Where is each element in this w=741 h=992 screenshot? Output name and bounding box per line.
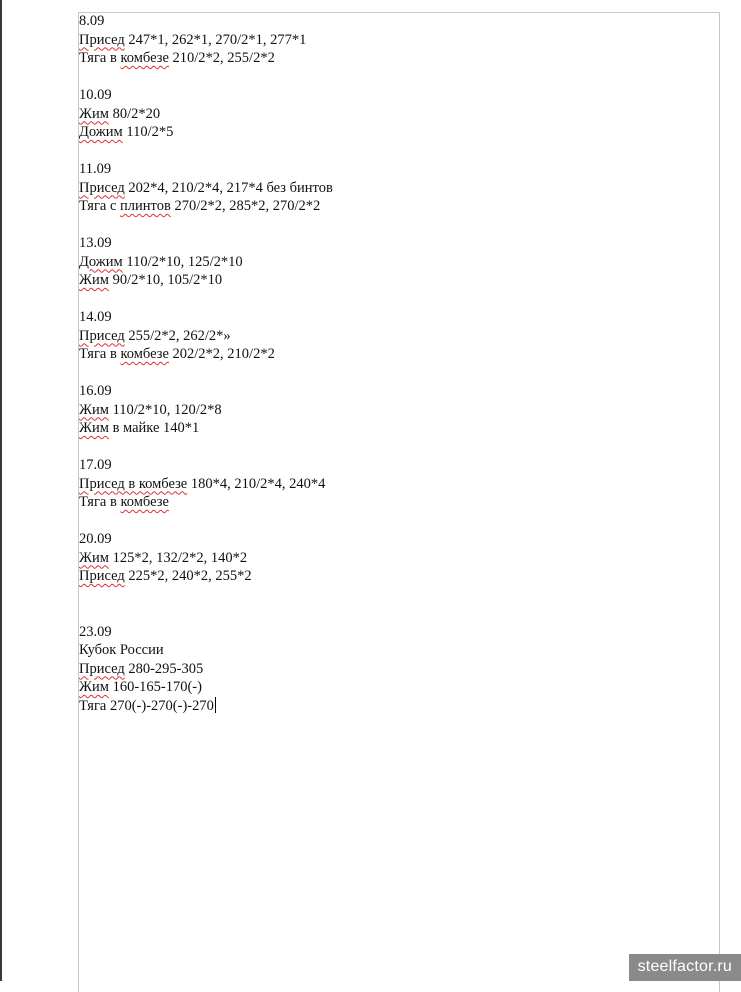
- line-text: 280-295-305: [124, 660, 204, 677]
- misspelled-word: Присед: [79, 179, 125, 196]
- entry-date: 16.09: [79, 383, 112, 399]
- log-line: [79, 660, 333, 679]
- log-line: [79, 197, 333, 216]
- misspelled-word: Дожим: [79, 124, 123, 140]
- log-line: [79, 123, 333, 142]
- line-text: 125*2, 132/2*2, 140*2: [108, 549, 248, 566]
- log-line: [79, 549, 333, 568]
- log-line: [79, 327, 333, 346]
- log-line: [79, 401, 333, 420]
- competition-date: 23.09: [79, 623, 112, 640]
- log-line: [79, 31, 333, 50]
- empty-line: [79, 68, 333, 87]
- empty-line: [79, 586, 333, 623]
- log-line: [79, 253, 333, 272]
- line-text: 160-165-170(-): [108, 679, 202, 695]
- log-line: [79, 567, 333, 586]
- line-text: 202/2*2, 210/2*2: [168, 346, 275, 362]
- line-text: 80/2*20: [108, 105, 161, 122]
- misspelled-word: Присед в комбезе: [79, 475, 188, 492]
- line-text: 110/2*5: [122, 124, 174, 140]
- line-text: 247*1, 262*1, 270/2*1, 277*1: [124, 31, 307, 48]
- empty-line: [79, 438, 333, 457]
- line-text: 110/2*10, 120/2*8: [108, 401, 222, 418]
- log-line: [79, 678, 333, 697]
- line-prefix: Тяга в: [79, 346, 121, 362]
- log-line: [79, 49, 333, 68]
- entry-date: 8.09: [79, 13, 105, 29]
- entry-date: 20.09: [79, 531, 112, 547]
- empty-line: [79, 216, 333, 235]
- watermark: steelfactor.ru: [629, 954, 741, 981]
- empty-line: [79, 290, 333, 309]
- log-line: [79, 105, 333, 124]
- line-text: 225*2, 240*2, 255*2: [124, 568, 252, 584]
- misspelled-word: Жим: [79, 105, 109, 122]
- line-prefix: Тяга в: [79, 50, 121, 66]
- misspelled-word: Присед: [79, 327, 125, 344]
- entry-date: 14.09: [79, 309, 112, 325]
- misspelled-word: Присед: [79, 660, 125, 677]
- window-left-edge: [0, 0, 2, 981]
- log-line: [79, 271, 333, 290]
- line-text: Тяга 270(-)-270(-)-270: [79, 697, 214, 714]
- log-line: [79, 697, 333, 716]
- entry-date: 17.09: [79, 457, 112, 473]
- line-text: 270/2*2, 285*2, 270/2*2: [170, 198, 321, 214]
- empty-line: [79, 512, 333, 531]
- line-text: 180*4, 210/2*4, 240*4: [187, 475, 326, 492]
- misspelled-word: комбезе: [120, 346, 169, 362]
- misspelled-word: Жим: [79, 679, 109, 695]
- entry-date: 11.09: [79, 161, 112, 177]
- line-text: 202*4, 210/2*4, 217*4 без бинтов: [124, 179, 333, 196]
- empty-line: [79, 142, 333, 161]
- misspelled-word: Жим: [79, 549, 109, 566]
- text-cursor: [215, 697, 216, 713]
- misspelled-word: плинтов: [120, 198, 171, 214]
- log-line: [79, 179, 333, 198]
- misspelled-word: Жим: [79, 401, 109, 418]
- misspelled-word: Присед: [79, 568, 125, 584]
- misspelled-word: комбезе: [120, 50, 169, 66]
- misspelled-word: Присед: [79, 31, 125, 48]
- misspelled-word: Жим: [79, 420, 109, 436]
- entry-date: 10.09: [79, 87, 112, 103]
- entry-date: 13.09: [79, 235, 112, 251]
- line-text: 110/2*10, 125/2*10: [122, 253, 243, 270]
- misspelled-word: Жим: [79, 272, 109, 288]
- misspelled-word: комбезе: [120, 494, 169, 510]
- line-text: 210/2*2, 255/2*2: [168, 50, 275, 66]
- log-line: [79, 345, 333, 364]
- line-text: 255/2*2, 262/2*»: [124, 327, 231, 344]
- line-prefix: Тяга с: [79, 198, 121, 214]
- empty-line: [79, 364, 333, 383]
- document-text[interactable]: [79, 12, 333, 715]
- misspelled-word: Дожим: [79, 253, 123, 270]
- log-line: [79, 475, 333, 494]
- log-line: [79, 493, 333, 512]
- line-text: 90/2*10, 105/2*10: [108, 272, 223, 288]
- line-prefix: Тяга в: [79, 494, 121, 510]
- competition-title: Кубок России: [79, 642, 164, 658]
- log-line: [79, 419, 333, 438]
- line-text: в майке 140*1: [108, 420, 200, 436]
